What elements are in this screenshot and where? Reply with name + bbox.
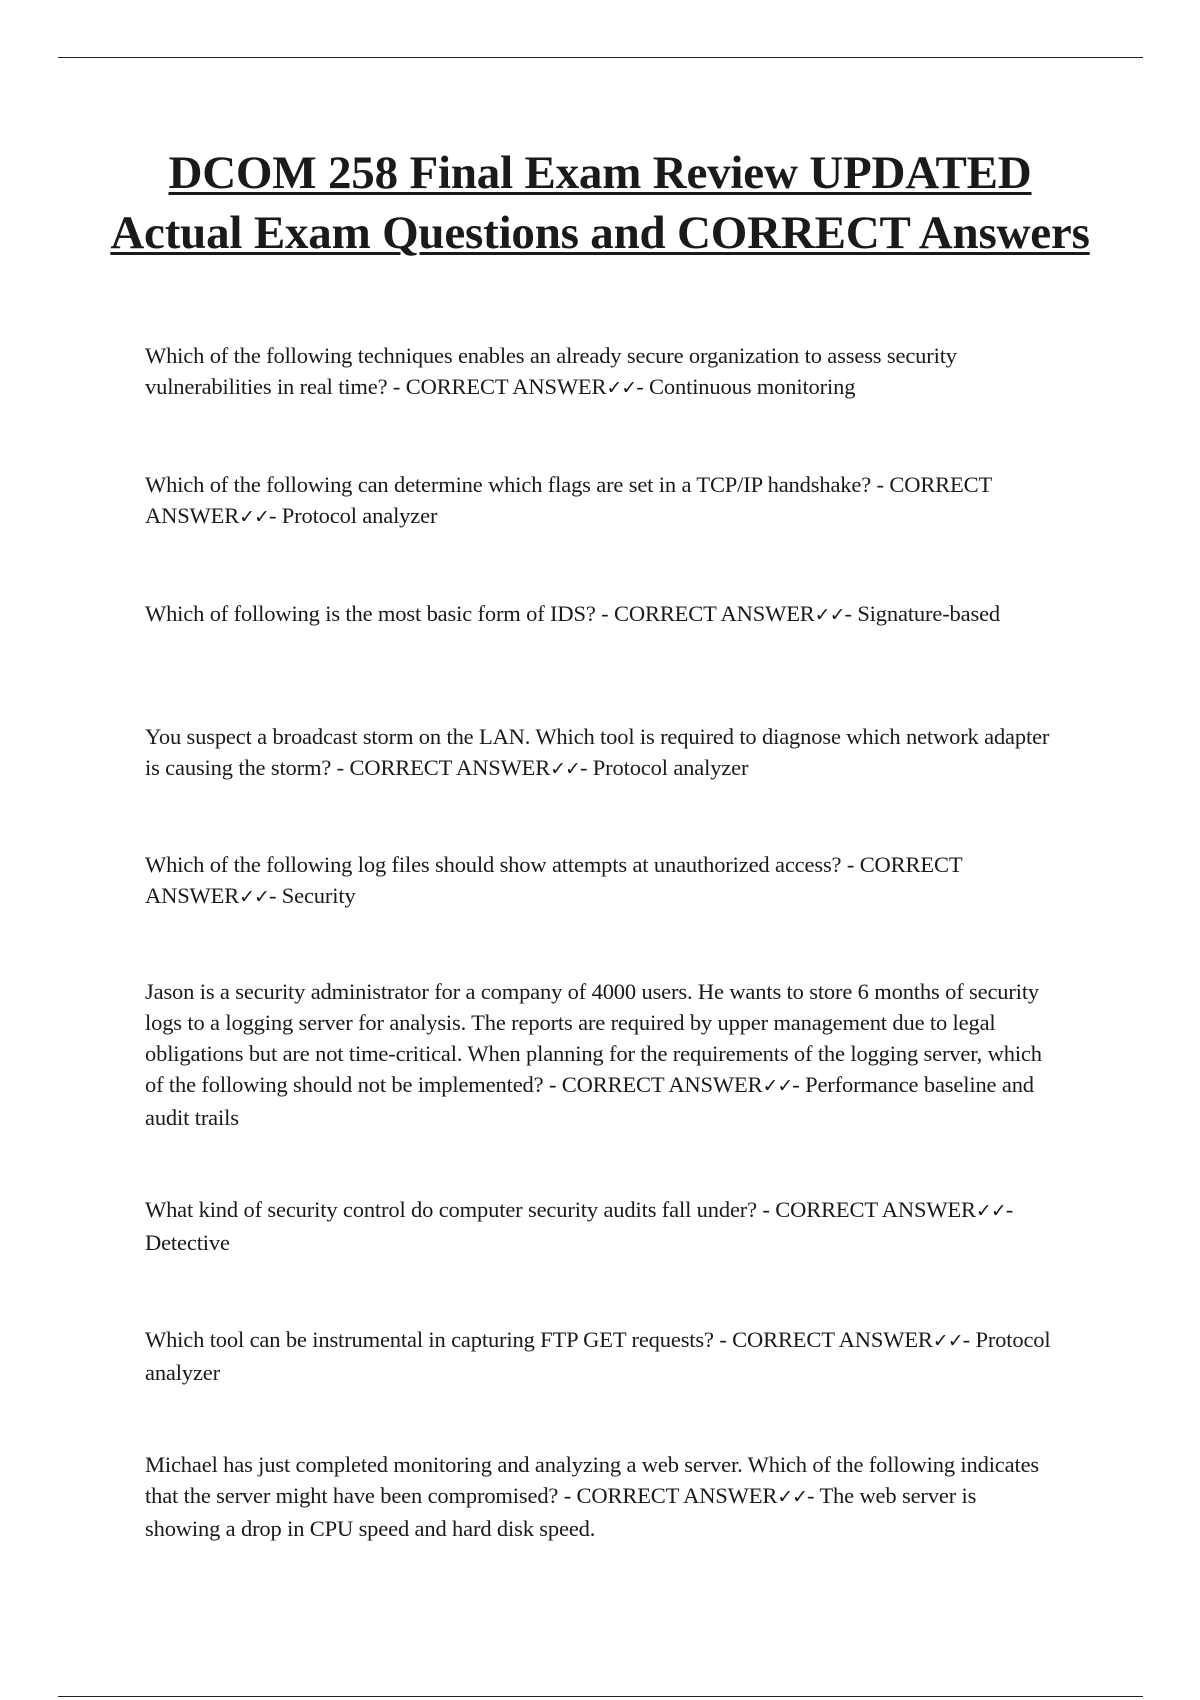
question-text: Which of the following can determine which flags are set in a TCP/IP handshake? -: [145, 472, 890, 497]
question-text: What kind of security control do computer security audits fall under? -: [145, 1197, 776, 1222]
answer-marker: CORRECT ANSWER: [732, 1327, 933, 1352]
answer-marker: CORRECT ANSWER: [145, 472, 992, 528]
answer-text: - Security: [268, 883, 356, 908]
question-text: Which of following is the most basic form of IDS? -: [145, 601, 614, 626]
qa-item-6: [145, 976, 1055, 1133]
question-text: Which of the following techniques enables an already secure organization to assess security vulnerabilities in real time? -: [145, 343, 957, 399]
double-check-icon: ✓✓: [814, 604, 845, 626]
question-text: Which of the following log files should show attempts at unauthorized access? -: [145, 852, 860, 877]
qa-item-7: [145, 1194, 1055, 1258]
double-check-icon: ✓✓: [777, 1486, 808, 1508]
double-check-icon: ✓✓: [550, 758, 580, 780]
answer-marker: CORRECT ANSWER: [349, 755, 551, 780]
answer-text: - Protocol analyzer: [268, 503, 438, 528]
answer-marker: CORRECT ANSWER: [775, 1197, 976, 1222]
question-text: Which tool can be instrumental in capturing FTP GET requests? -: [145, 1327, 733, 1352]
answer-marker: CORRECT ANSWER: [614, 601, 815, 626]
qa-item-2: [145, 469, 1055, 533]
answer-text: - Protocol analyzer: [145, 1327, 1051, 1385]
document-title: [100, 143, 1100, 263]
qa-item-9: [145, 1449, 1055, 1544]
qa-item-4: [145, 721, 1055, 785]
document-title-text: DCOM 258 Final Exam Review UPDATED Actual Exam Questions and CORRECT Answers: [110, 147, 1090, 259]
question-text: Michael has just completed monitoring and analyzing a web server. Which of the following indicates that the server might have been compromised? -: [145, 1452, 1040, 1508]
answer-marker: CORRECT ANSWER: [145, 852, 963, 908]
double-check-icon: ✓✓: [239, 506, 269, 528]
double-check-icon: ✓✓: [932, 1330, 963, 1352]
answer-text: - Signature-based: [844, 601, 1001, 626]
question-text: You suspect a broadcast storm on the LAN. Which tool is required to diagnose which network adapter is causing the storm? -: [145, 724, 1050, 780]
double-check-icon: ✓✓: [975, 1200, 1006, 1222]
answer-text: - Performance baseline and audit trails: [145, 1072, 1034, 1130]
qa-item-1: [145, 340, 1055, 404]
double-check-icon: ✓✓: [606, 377, 637, 399]
answer-text: - Continuous monitoring: [636, 374, 856, 399]
answer-text: - The web server is showing a drop in CPU speed and hard disk speed.: [145, 1483, 977, 1541]
answer-text: - Protocol analyzer: [579, 755, 749, 780]
double-check-icon: ✓✓: [762, 1075, 793, 1097]
question-text: Jason is a security administrator for a company of 4000 users. He wants to store 6 months of security logs to a logging server for analysis. The reports are required by upper management due to legal obligations but are not time-critical. When planning for the requirements of the logging server, which of the following should not be implemented? -: [145, 979, 1042, 1097]
bottom-divider: [58, 1696, 1143, 1697]
answer-marker: CORRECT ANSWER: [561, 1072, 763, 1097]
answer-text: - Detective: [145, 1197, 1014, 1255]
qa-item-8: [145, 1324, 1055, 1388]
qa-item-5: [145, 849, 1055, 913]
qa-item-3: [145, 598, 1055, 631]
answer-marker: CORRECT ANSWER: [576, 1483, 778, 1508]
double-check-icon: ✓✓: [239, 886, 269, 908]
top-divider: [58, 57, 1143, 58]
answer-marker: CORRECT ANSWER: [405, 374, 607, 399]
